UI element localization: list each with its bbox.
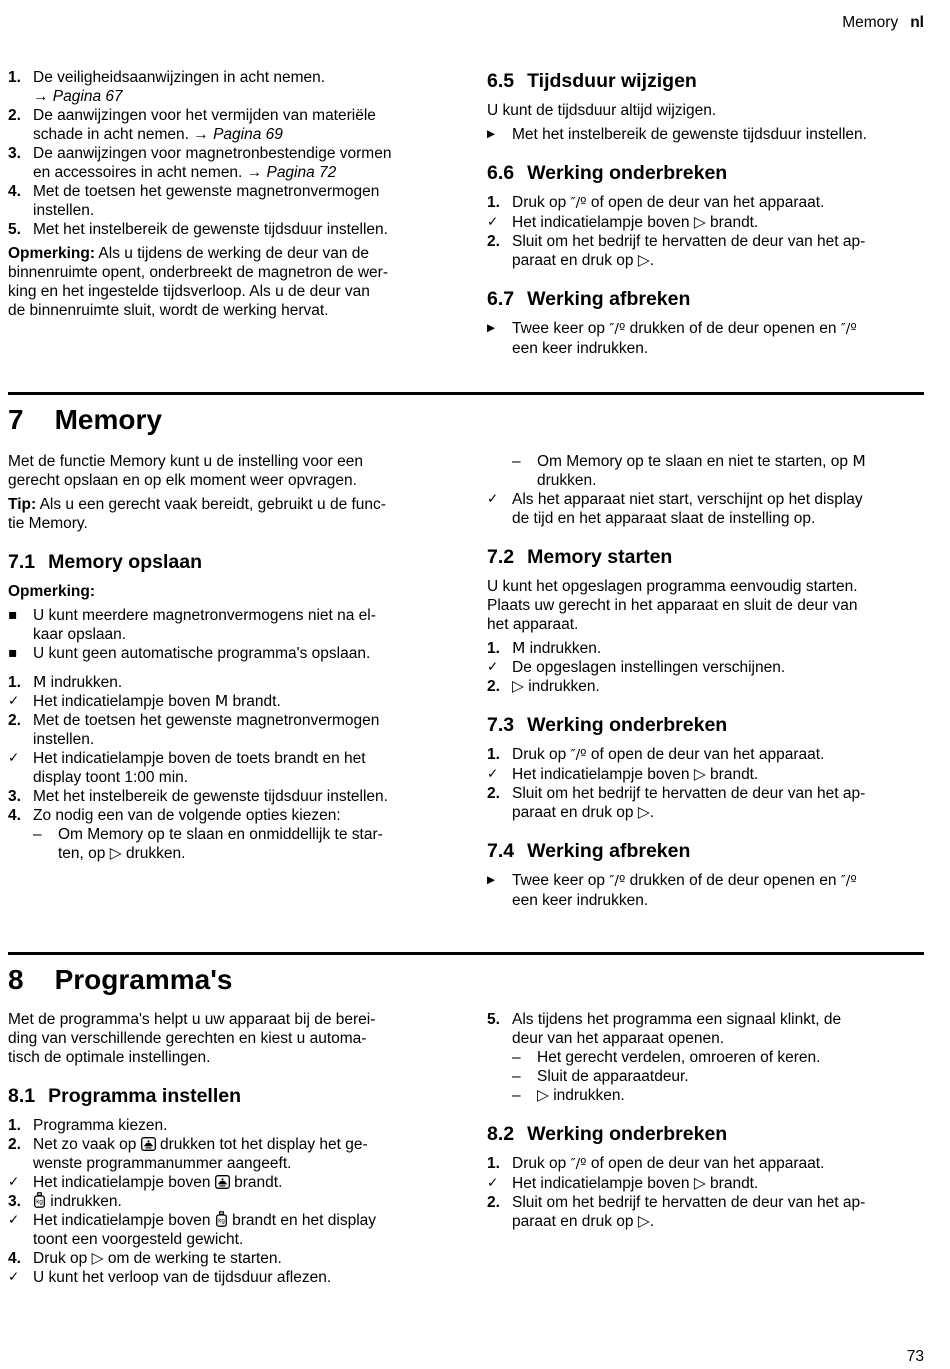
list-item xyxy=(487,232,924,270)
item-text: De opgeslagen instellingen verschijnen. xyxy=(512,659,786,676)
item-text: Druk op ″/º of open de deur van het apparaat. xyxy=(512,746,825,763)
list-item xyxy=(487,745,924,765)
item-text: Het indicatielampje boven ▷ brandt. xyxy=(512,765,759,783)
subsection-title: Werking afbreken xyxy=(527,840,691,862)
item-number: 2. xyxy=(487,785,500,802)
list-item xyxy=(487,1174,924,1193)
check-icon: ✓ xyxy=(8,1174,20,1190)
item-text: Net zo vaak op drukken tot het display het ge- wenste programmanummer aangeeft. xyxy=(33,1136,368,1172)
action-arrow-icon: ▶ xyxy=(487,128,496,140)
subsection-title: Programma instellen xyxy=(48,1085,242,1107)
item-number: 1. xyxy=(8,1117,21,1134)
check-icon: ✓ xyxy=(487,214,499,230)
weight-key-icon xyxy=(33,1193,46,1210)
start-key-icon: ▷ xyxy=(693,1174,706,1192)
item-text: U kunt meerdere magnetronvermogens niet na el- kaar opslaan. xyxy=(33,607,376,643)
check-icon: ✓ xyxy=(487,766,499,782)
section-divider xyxy=(8,952,924,955)
subsection-number: 7.4 xyxy=(487,840,515,862)
start-key-icon: ▷ xyxy=(537,1086,549,1104)
list xyxy=(487,639,924,696)
list xyxy=(487,745,924,822)
item-number: 2. xyxy=(487,233,500,250)
list-item xyxy=(33,825,460,863)
subsection-title: Werking onderbreken xyxy=(527,1123,728,1145)
item-text: Als het apparaat niet start, verschijnt op het display de tijd en het apparaat slaat de instelling op. xyxy=(512,491,863,527)
subsection-heading xyxy=(487,1122,924,1146)
list-item xyxy=(8,1116,460,1135)
item-text: Het indicatielampje boven ▷ brandt. xyxy=(512,213,759,231)
chapter-number: 8 xyxy=(8,964,24,995)
subsection-heading xyxy=(487,839,924,863)
on-off-key-icon: ″/º xyxy=(570,747,587,763)
paragraph xyxy=(8,582,460,601)
list xyxy=(487,125,924,144)
paragraph: Opmerking: Als u tijdens de werking de deur van de binnenruimte opent, onderbreekt de magnetron de wer- king en het ingestelde tijdsverloop. Als u de deur van de binnenruimte sluit, wordt de werking hervat. xyxy=(8,245,388,319)
subsection-title: Werking onderbreken xyxy=(527,714,728,736)
header-chapter-title: Memory xyxy=(842,14,899,31)
action-arrow-icon: ▶ xyxy=(487,322,496,334)
item-text: Met het instelbereik de gewenste tijdsduur instellen. xyxy=(33,788,388,805)
list xyxy=(487,452,924,528)
chapter-number: 7 xyxy=(8,404,24,435)
list-item xyxy=(487,125,924,144)
check-icon: ✓ xyxy=(8,1212,20,1228)
list-item xyxy=(487,871,924,910)
paragraph: Met de functie Memory kunt u de instelling voor een gerecht opslaan en op elk moment weer opvragen. xyxy=(8,453,363,489)
item-text: Zo nodig een van de volgende opties kiezen: xyxy=(33,807,341,824)
weight-key-icon xyxy=(215,1212,228,1229)
list-item xyxy=(487,677,924,696)
subsection-title: Memory opslaan xyxy=(48,551,202,573)
list-item xyxy=(8,220,460,239)
item-text: Het indicatielampje boven de toets brandt en het display toont 1:00 min. xyxy=(33,750,366,786)
item-text: M indrukken. xyxy=(33,673,123,691)
start-key-icon: ▷ xyxy=(91,1249,104,1267)
item-text: Druk op ″/º of open de deur van het apparaat. xyxy=(512,1155,825,1172)
subsection-heading xyxy=(487,545,924,569)
subsection-heading xyxy=(8,1084,460,1108)
item-text: Sluit om het bedrijf te hervatten de deur van het ap- paraat en druk op ▷. xyxy=(512,785,866,821)
list-item xyxy=(487,193,924,213)
subsection-heading xyxy=(487,287,924,311)
list-item xyxy=(512,452,924,490)
page-reference: → Pagina 69 xyxy=(193,126,283,143)
page-header xyxy=(842,13,924,32)
item-text: Als tijdens het programma een signaal klinkt, de deur van het apparaat openen. xyxy=(512,1011,842,1047)
item-number: 4. xyxy=(8,1250,21,1267)
item-number: 5. xyxy=(8,221,21,238)
list-item xyxy=(487,639,924,658)
paragraph: Tip: Als u een gerecht vaak bereidt, gebruikt u de func- tie Memory. xyxy=(8,496,386,532)
start-key-icon: ▷ xyxy=(512,677,524,695)
item-text: De aanwijzingen voor magnetronbestendige vormen en accessoires in acht nemen. → Pagina 72 xyxy=(33,145,392,181)
list-item xyxy=(487,1154,924,1174)
list-item xyxy=(512,1086,924,1105)
on-off-key-icon: ″/º xyxy=(609,321,626,337)
item-text: Sluit om het bedrijf te hervatten de deur van het ap- paraat en druk op ▷. xyxy=(512,1194,866,1230)
check-icon: ✓ xyxy=(8,1269,20,1285)
subsection-number: 8.2 xyxy=(487,1123,515,1145)
list xyxy=(8,673,460,863)
on-off-key-icon: ″/º xyxy=(840,873,857,889)
check-icon: ✓ xyxy=(8,693,20,709)
subsection-number: 7.3 xyxy=(487,714,515,736)
start-key-icon: ▷ xyxy=(109,844,122,862)
list-item xyxy=(8,1173,460,1192)
item-number: 2. xyxy=(8,1136,21,1153)
subsection-number: 6.7 xyxy=(487,288,515,310)
list-item xyxy=(487,213,924,232)
dash-bullet: – xyxy=(512,1087,521,1104)
dash-bullet: – xyxy=(512,453,521,470)
list-item xyxy=(8,673,460,692)
item-number: 1. xyxy=(487,194,500,211)
item-text: Om Memory op te slaan en onmiddellijk te star- ten, op ▷ drukken. xyxy=(58,826,383,862)
on-off-key-icon: ″/º xyxy=(570,195,587,211)
on-off-key-icon: ″/º xyxy=(609,873,626,889)
right-column xyxy=(487,1010,924,1236)
item-text: Het indicatielampje boven brandt. xyxy=(33,1174,283,1191)
list-item xyxy=(8,644,460,663)
section-divider xyxy=(8,392,924,395)
list xyxy=(487,193,924,270)
item-text: Sluit de apparaatdeur. xyxy=(537,1068,689,1085)
item-text: Om Memory op te slaan en niet te starten, op M drukken. xyxy=(537,452,866,489)
list-item xyxy=(8,1211,460,1249)
start-key-icon: ▷ xyxy=(693,765,706,783)
paragraph: Met de programma's helpt u uw apparaat bij de berei- ding van verschillende gerechten en kiest u automa- tisch de optimale instellingen. xyxy=(8,1011,376,1066)
item-number: 1. xyxy=(8,674,21,691)
chapter-7-heading xyxy=(8,404,162,435)
left-column xyxy=(8,68,460,325)
item-number: 1. xyxy=(487,1155,500,1172)
list-item xyxy=(487,319,924,358)
item-text: Sluit om het bedrijf te hervatten de deur van het ap- paraat en druk op ▷. xyxy=(512,233,866,269)
right-column xyxy=(487,68,924,363)
item-text: Met de toetsen het gewenste magnetronvermogen instellen. xyxy=(33,183,380,219)
item-text: ▷ indrukken. xyxy=(537,1086,625,1104)
page-reference: → Pagina 72 xyxy=(246,164,337,181)
list-item xyxy=(487,765,924,784)
subsection-title: Werking afbreken xyxy=(527,288,691,310)
item-text: Het indicatielampje boven M brandt. xyxy=(33,692,281,710)
item-text: De aanwijzingen voor het vermijden van materiële schade in acht nemen. → Pagina 69 xyxy=(33,107,376,143)
list-item xyxy=(487,784,924,822)
subsection-heading xyxy=(8,550,460,574)
list-item xyxy=(8,1268,460,1287)
item-text: Programma kiezen. xyxy=(33,1117,168,1134)
list-item xyxy=(512,1048,924,1067)
header-language-code: nl xyxy=(910,14,924,31)
item-text: M indrukken. xyxy=(512,639,602,657)
square-bullet-icon: ▪ xyxy=(8,607,18,623)
subsection-heading xyxy=(487,713,924,737)
item-text: Met de toetsen het gewenste magnetronvermogen instellen. xyxy=(33,712,380,748)
memory-key-icon: M xyxy=(512,639,526,657)
dash-bullet: – xyxy=(512,1068,521,1085)
subsection-number: 7.2 xyxy=(487,546,515,568)
list-item xyxy=(8,106,460,144)
start-key-icon: ▷ xyxy=(637,1212,650,1230)
list-item xyxy=(8,144,460,182)
item-text: U kunt geen automatische programma's opslaan. xyxy=(33,645,371,662)
bold-text: Opmerking: xyxy=(8,245,95,262)
list-item xyxy=(8,1192,460,1211)
item-number: 1. xyxy=(487,746,500,763)
item-text: Druk op ″/º of open de deur van het apparaat. xyxy=(512,194,825,211)
item-text: Met het instelbereik de gewenste tijdsduur instellen. xyxy=(33,221,388,238)
list-item xyxy=(8,806,460,825)
paragraph: U kunt de tijdsduur altijd wijzigen. xyxy=(487,102,717,119)
item-number: 2. xyxy=(8,712,21,729)
list xyxy=(487,319,924,358)
item-number: 3. xyxy=(8,788,21,805)
check-icon: ✓ xyxy=(487,1175,499,1191)
page-number: 73 xyxy=(906,1348,924,1365)
dash-bullet: – xyxy=(512,1049,521,1066)
list-item xyxy=(487,1010,924,1048)
list xyxy=(487,871,924,910)
bold-text: Opmerking: xyxy=(8,583,95,600)
item-text: kg indrukken. xyxy=(33,1193,122,1210)
programs-key-icon xyxy=(215,1174,230,1191)
item-number: 3. xyxy=(8,1193,21,1210)
list-item xyxy=(487,1193,924,1231)
item-text: Met het instelbereik de gewenste tijdsduur instellen. xyxy=(512,126,867,143)
subsection-title: Memory starten xyxy=(527,546,673,568)
svg-text:kg: kg xyxy=(218,1217,225,1225)
check-icon: ✓ xyxy=(487,491,499,507)
item-number: 4. xyxy=(8,183,21,200)
list xyxy=(8,606,460,663)
item-text: Twee keer op ″/º drukken of de deur openen en ″/º een keer indrukken. xyxy=(512,872,857,909)
on-off-key-icon: ″/º xyxy=(570,1156,587,1172)
item-number: 3. xyxy=(8,145,21,162)
page-reference: → Pagina 67 xyxy=(33,88,123,105)
subsection-number: 6.6 xyxy=(487,162,515,184)
check-icon: ✓ xyxy=(487,659,499,675)
list xyxy=(8,1116,460,1287)
list-item xyxy=(487,490,924,528)
start-key-icon: ▷ xyxy=(637,803,650,821)
memory-key-icon: M xyxy=(852,452,866,470)
list-item xyxy=(8,1135,460,1173)
list-item xyxy=(8,182,460,220)
left-column xyxy=(8,452,460,868)
bold-text: Tip: xyxy=(8,496,37,513)
item-number: 2. xyxy=(487,1194,500,1211)
item-text: De veiligheidsaanwijzingen in acht nemen. → Pagina 67 xyxy=(33,69,326,105)
list-item xyxy=(8,606,460,644)
item-number: 1. xyxy=(487,640,500,657)
list xyxy=(487,1010,924,1105)
list xyxy=(487,1154,924,1231)
item-text: ▷ indrukken. xyxy=(512,677,600,695)
memory-key-icon: M xyxy=(33,673,47,691)
svg-text:kg: kg xyxy=(36,1198,43,1206)
item-number: 4. xyxy=(8,807,21,824)
list-item xyxy=(8,692,460,711)
square-bullet-icon: ▪ xyxy=(8,645,18,661)
chapter-8-heading xyxy=(8,964,232,995)
memory-key-icon: M xyxy=(214,692,229,710)
list-item xyxy=(8,711,460,749)
chapter-title: Programma's xyxy=(54,964,233,995)
list-item xyxy=(8,1249,460,1268)
right-column xyxy=(487,452,924,915)
start-key-icon: ▷ xyxy=(637,251,650,269)
subsection-title: Tijdsduur wijzigen xyxy=(527,70,697,92)
chapter-title: Memory xyxy=(54,404,162,435)
subsection-number: 7.1 xyxy=(8,551,36,573)
item-text: Het indicatielampje boven ▷ brandt. xyxy=(512,1174,759,1192)
item-text: Het gerecht verdelen, omroeren of keren. xyxy=(537,1049,821,1066)
start-key-icon: ▷ xyxy=(693,213,706,231)
subsection-heading xyxy=(487,161,924,185)
paragraph: U kunt het opgeslagen programma eenvoudig starten. Plaats uw gerecht in het apparaat en sluit de deur van het apparaat. xyxy=(487,578,858,633)
subsection-heading xyxy=(487,69,924,93)
left-column xyxy=(8,1010,460,1292)
action-arrow-icon: ▶ xyxy=(487,874,496,886)
item-number: 5. xyxy=(487,1011,500,1028)
item-text: Druk op ▷ om de werking te starten. xyxy=(33,1249,282,1267)
list-item xyxy=(487,658,924,677)
list-item xyxy=(8,749,460,787)
list-item xyxy=(512,1067,924,1086)
item-number: 2. xyxy=(8,107,21,124)
dash-bullet: – xyxy=(33,826,42,843)
programs-key-icon xyxy=(141,1136,156,1153)
item-number: 2. xyxy=(487,678,500,695)
check-icon: ✓ xyxy=(8,750,20,766)
subsection-title: Werking onderbreken xyxy=(527,162,728,184)
list-item xyxy=(8,68,460,106)
on-off-key-icon: ″/º xyxy=(840,321,857,337)
subsection-number: 6.5 xyxy=(487,70,515,92)
item-text: U kunt het verloop van de tijdsduur aflezen. xyxy=(33,1269,332,1286)
list-item xyxy=(8,787,460,806)
item-text: Het indicatielampje boven kg brandt en het display toont een voorgesteld gewicht. xyxy=(33,1212,377,1248)
list xyxy=(8,68,460,239)
subsection-number: 8.1 xyxy=(8,1085,36,1107)
item-text: Twee keer op ″/º drukken of de deur openen en ″/º een keer indrukken. xyxy=(512,320,857,357)
item-number: 1. xyxy=(8,69,21,86)
